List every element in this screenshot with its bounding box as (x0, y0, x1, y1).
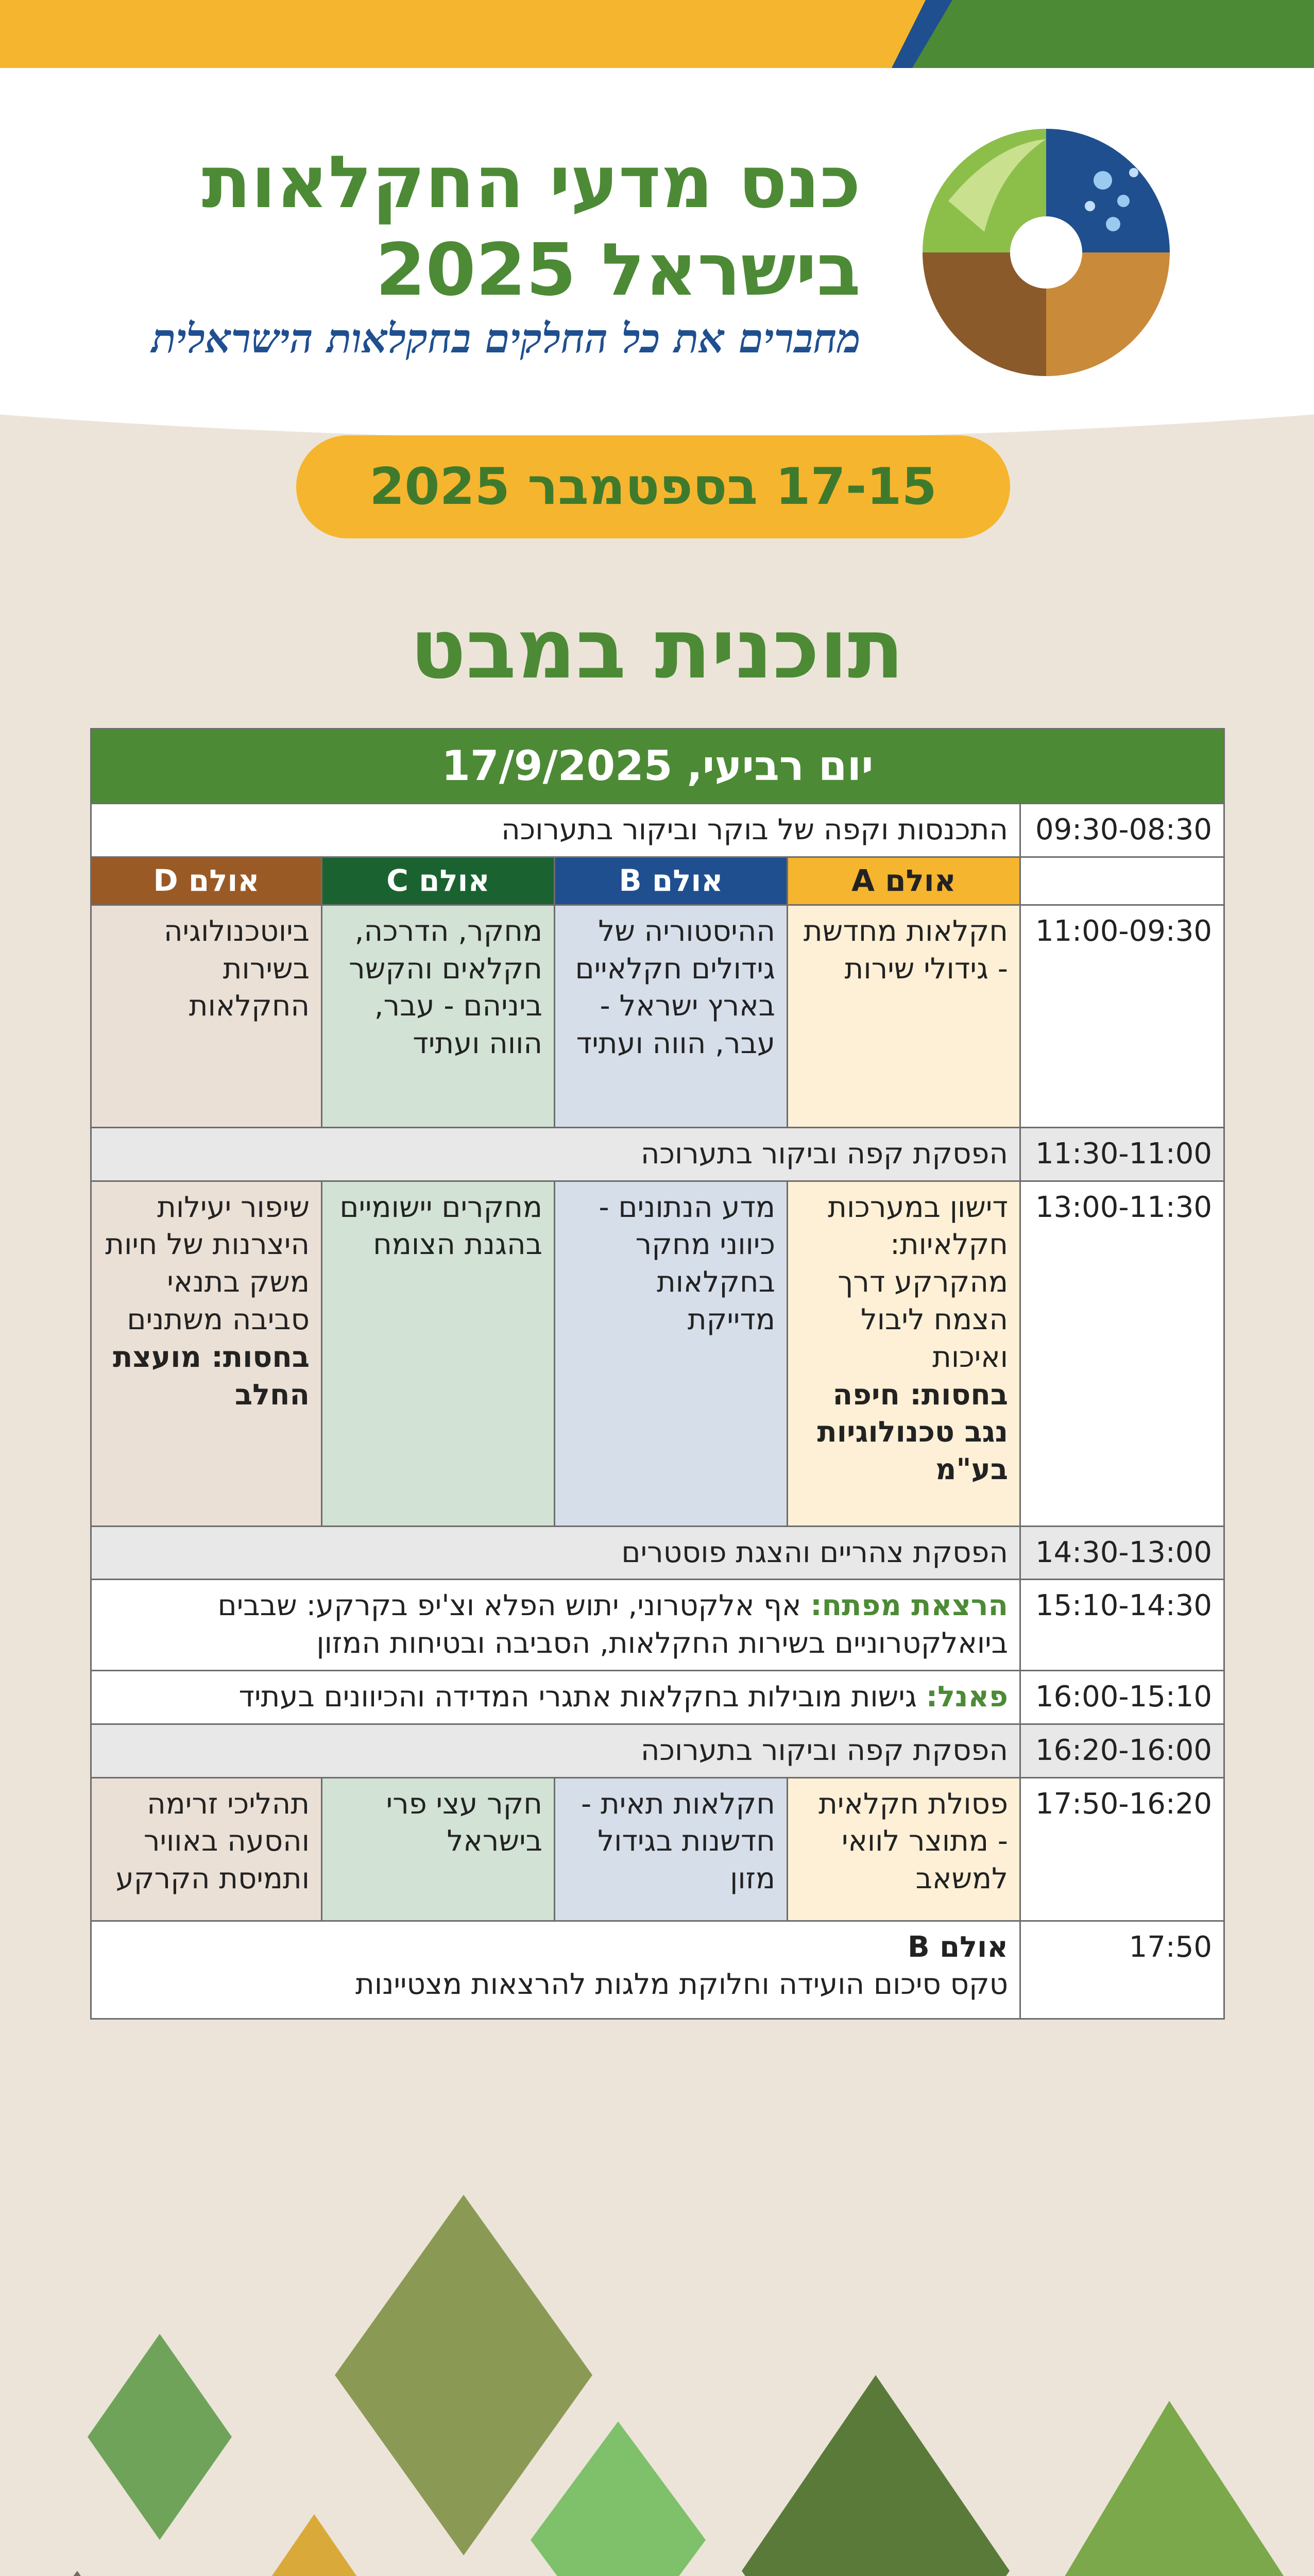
time-cell: 14:30-13:00 (1020, 1526, 1224, 1580)
drone-photo-icon (88, 2334, 232, 2540)
closing-title: טקס סיכום הועידה וחלוקת מלגות להרצאות מצטיינות (355, 1968, 1008, 2002)
panel-label: פאנל: (926, 1680, 1008, 1714)
hall-b-session: מדע הנתונים - כיווני מחקר בחקלאות מדייקת (555, 1181, 788, 1526)
agriculture-collage (0, 2179, 1314, 2576)
hall-a-header: אולם A (788, 857, 1020, 905)
time-cell: 17:50-16:20 (1020, 1777, 1224, 1921)
keynote-label: הרצאת מפתח: (810, 1589, 1008, 1623)
hall-header-row (91, 857, 1224, 905)
session-sponsor: בחסות: חיפה נגב טכנולוגיות בע"מ (817, 1378, 1008, 1487)
table-row (91, 1670, 1224, 1724)
schedule-table (90, 728, 1225, 2020)
session-cell: הפסקת קפה וביקור בתערוכה (91, 1127, 1020, 1181)
session-title: דישון במערכות חקלאיות: מהקרקע דרך הצמח ליבול ואיכות (828, 1190, 1008, 1374)
hall-d-header: אולם D (91, 857, 322, 905)
time-cell: 16:20-16:00 (1020, 1724, 1224, 1777)
hall-d-session: ביוטכנולוגיה בשירות החקלאות (91, 905, 322, 1127)
session-cell: הפסקת קפה וביקור בתערוכה (91, 1724, 1020, 1777)
hall-d-session: תהליכי זרימה והסעה באוויר ותמיסת הקרקע (91, 1777, 322, 1921)
cows-photo-icon (0, 2571, 196, 2576)
day-header-row (91, 729, 1224, 804)
hall-b-session: ההיסטוריה של גידולים חקלאיים בארץ ישראל - עבר, הווה ועתיד (555, 905, 788, 1127)
conference-title (140, 139, 861, 314)
title-line-2: בישראל 2025 (375, 228, 861, 312)
table-row (91, 1921, 1224, 2019)
session-cell: התכנסות וקפה של בוקר וביקור בתערוכה (91, 804, 1020, 857)
hall-header-empty (1020, 857, 1224, 905)
hall-c-header: אולם C (322, 857, 555, 905)
conference-dates-badge: 17-15 בספטמבר 2025 (296, 435, 1010, 538)
hall-d-session (91, 1181, 322, 1526)
session-cell: הפסקת צהריים והצגת פוסטרים (91, 1526, 1020, 1580)
time-cell: 16:00-15:10 (1020, 1670, 1224, 1724)
chickens-photo-icon (335, 2195, 592, 2555)
time-cell: 11:00-09:30 (1020, 905, 1224, 1127)
table-row (91, 1526, 1224, 1580)
hall-a-session: פסולת חקלאית - מתוצר לוואי למשאב (788, 1777, 1020, 1921)
keynote-cell (91, 1580, 1020, 1671)
table-row (91, 1127, 1224, 1181)
table-row (91, 1580, 1224, 1671)
time-cell: 11:30-11:00 (1020, 1127, 1224, 1181)
top-color-band (0, 0, 1314, 68)
apples-photo-icon (742, 2375, 1010, 2576)
time-cell: 13:00-11:30 (1020, 1181, 1224, 1526)
dna-plant-photo-icon (531, 2421, 706, 2576)
top-band-green-stripe (912, 0, 1314, 68)
keynote-title: אף אלקטרוני, יתוש הפלא וצ'יפ בקרקע: שבבים ביואלקטרוניים בשירות החקלאות, הסביבה ובטיחות המזון (217, 1589, 1008, 1660)
day-title: יום רביעי, 17/9/2025 (91, 729, 1224, 804)
session-sponsor: בחסות: מועצת החלב (113, 1340, 310, 1412)
closing-cell (91, 1921, 1020, 2019)
panel-cell (91, 1670, 1020, 1724)
table-row (91, 905, 1224, 1127)
title-line-1: כנס מדעי החקלאות (201, 141, 861, 225)
time-cell: 09:30-08:30 (1020, 804, 1224, 857)
table-row (91, 1724, 1224, 1777)
overview-heading: תוכנית במבט (409, 601, 905, 697)
wheat-photo-icon (191, 2514, 438, 2576)
hall-c-session: מחקרים יישומיים בהגנת הצומח (322, 1181, 555, 1526)
session-title: שיפור יעילות היצרנות של חיות משק בתנאי סביבה משתנים (105, 1190, 310, 1336)
hall-a-session: חקלאות מחדשת - גידולי שירות (788, 905, 1020, 1127)
conference-logo-icon (917, 124, 1175, 381)
panel-title: גישות מובילות בחקלאות אתגרי המדידה והכיוונים בעתיד (238, 1680, 917, 1714)
time-cell: 17:50 (1020, 1921, 1224, 2019)
hall-b-session: חקלאות תאית - חדשנות בגידול מזון (555, 1777, 788, 1921)
table-row (91, 804, 1224, 857)
hall-c-session: מחקר, הדרכה, חקלאים והקשר ביניהם - עבר, הווה ועתיד (322, 905, 555, 1127)
closing-hall: אולם B (907, 1930, 1008, 1964)
hall-c-session: חקר עצי פרי בישראל (322, 1777, 555, 1921)
table-row (91, 1777, 1224, 1921)
smart-farm-photo-icon (1025, 2401, 1314, 2576)
hall-a-session (788, 1181, 1020, 1526)
conference-slogan: מחברים את כל החלקים בחקלאות הישראלית (151, 315, 861, 362)
hall-b-header: אולם B (555, 857, 788, 905)
time-cell: 15:10-14:30 (1020, 1580, 1224, 1671)
table-row (91, 1181, 1224, 1526)
